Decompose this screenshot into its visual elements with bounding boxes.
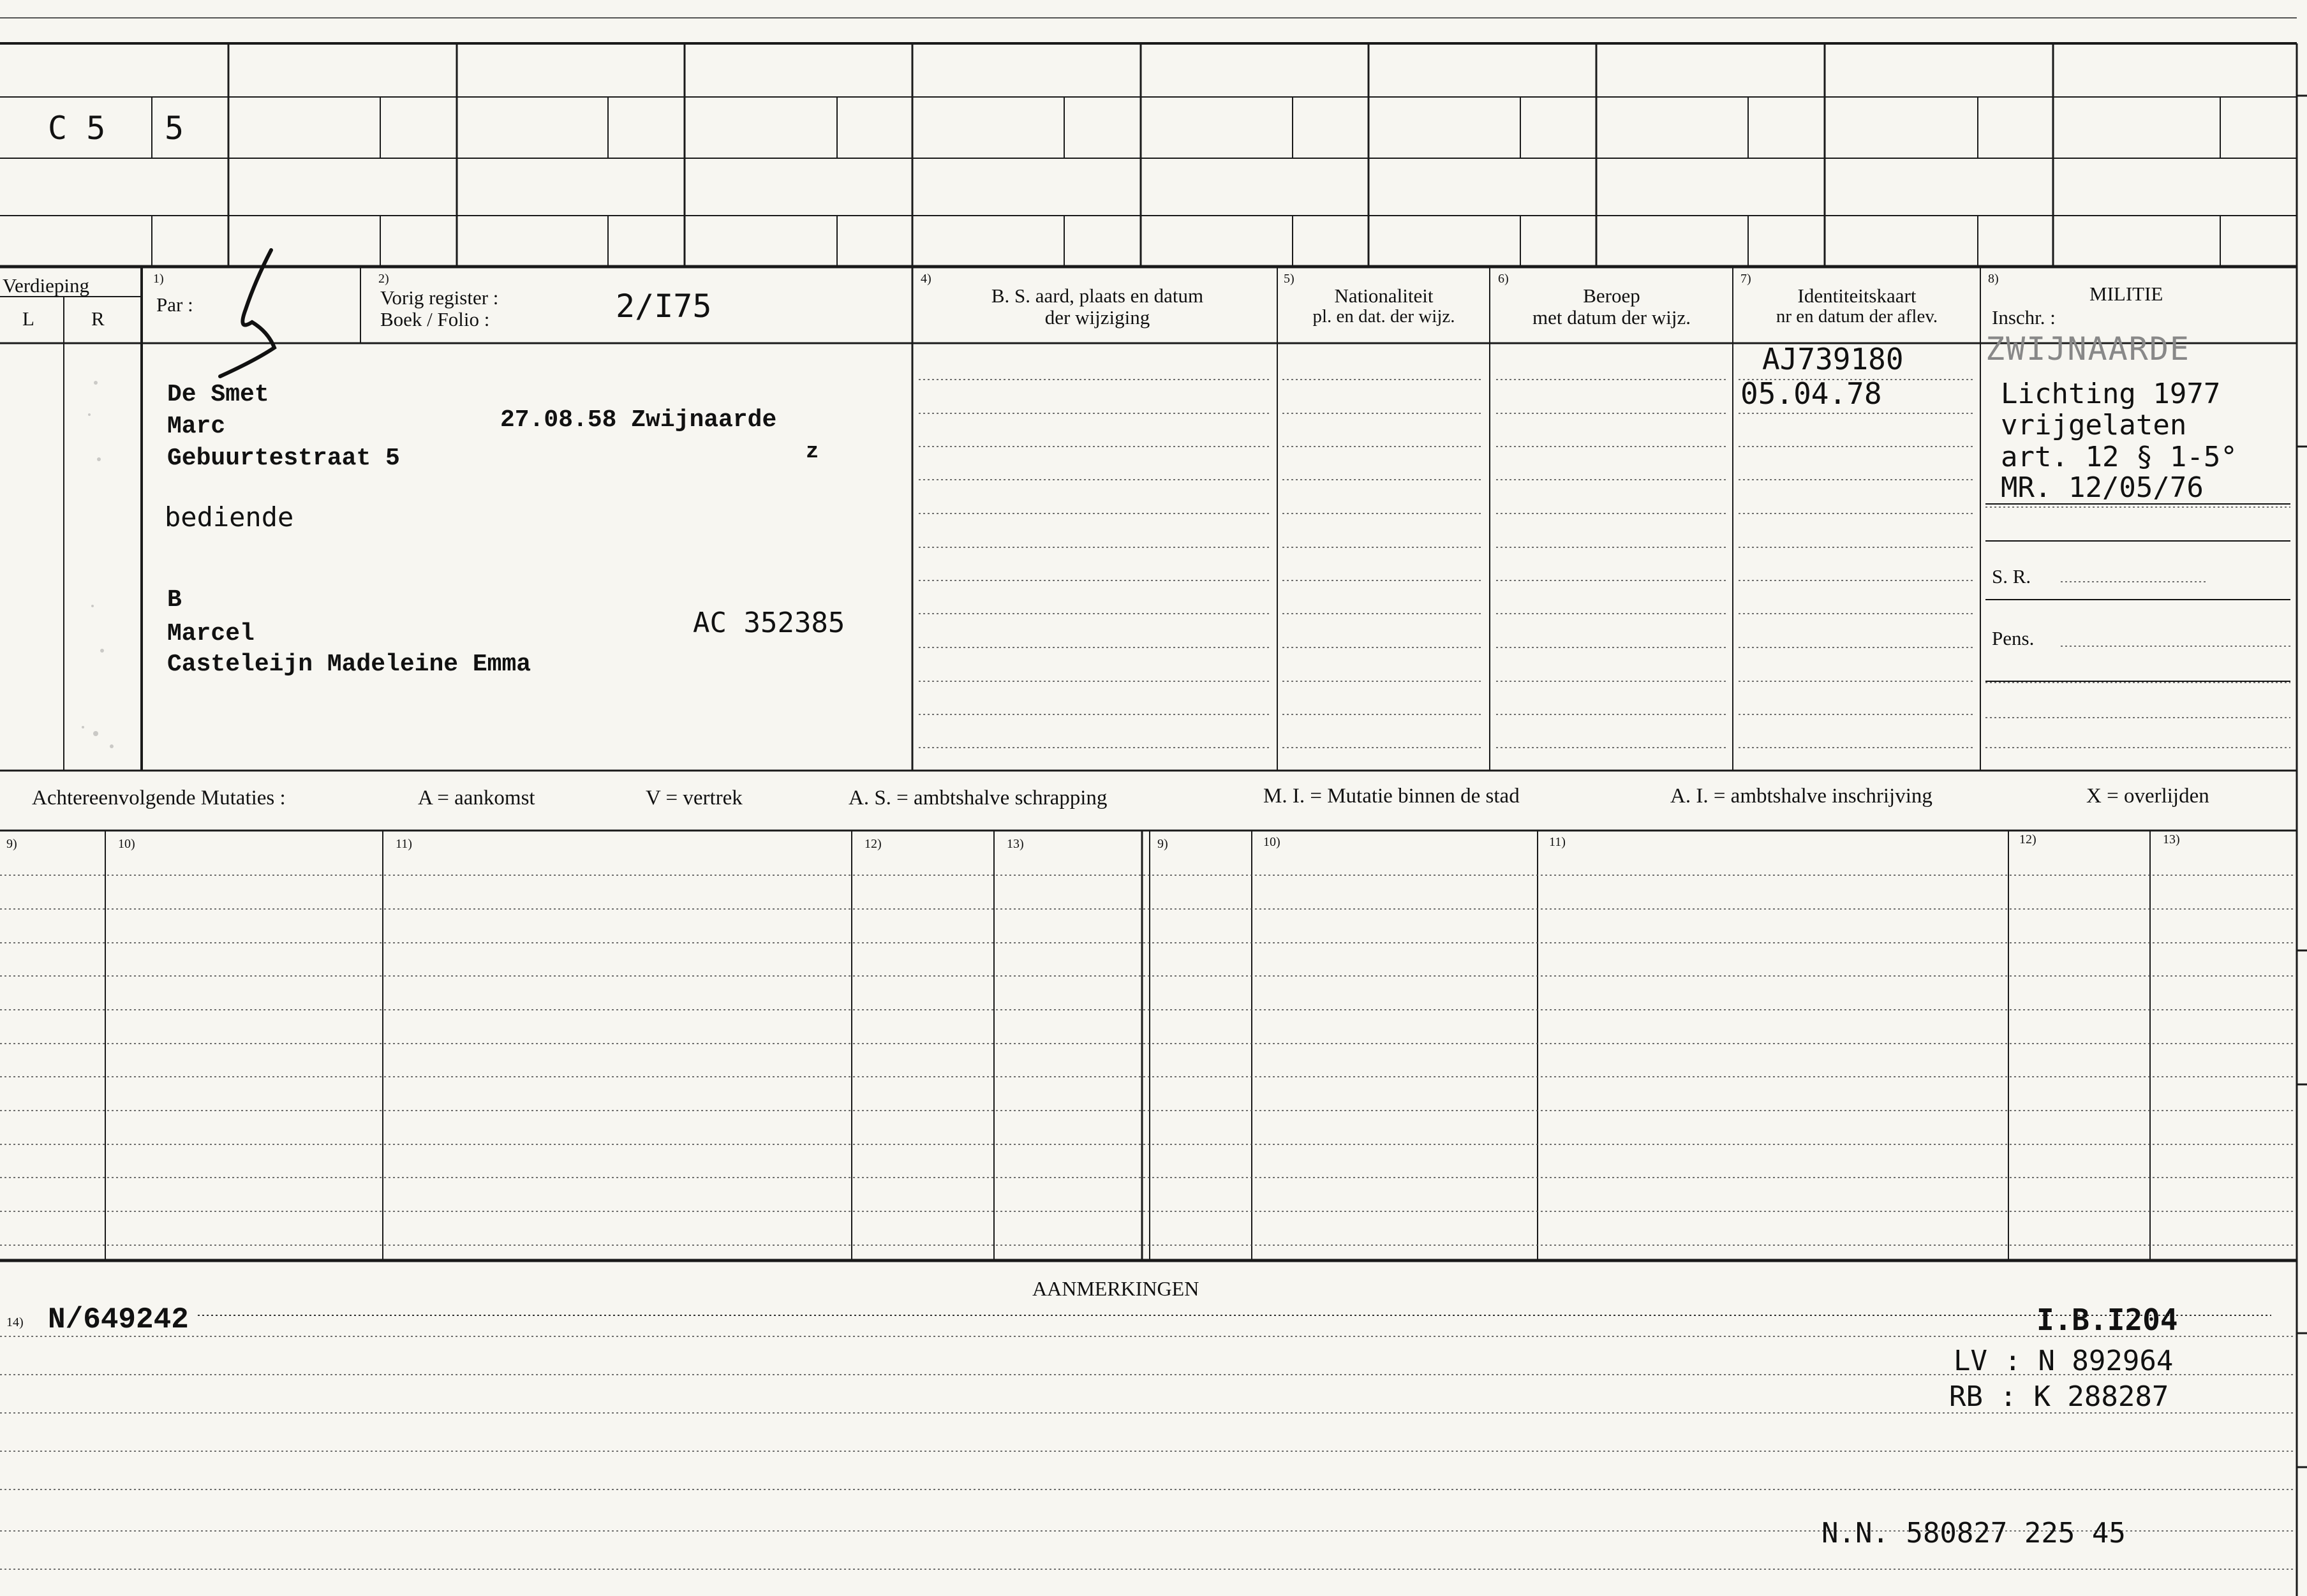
address: Gebuurtestraat 5 — [167, 445, 400, 472]
boek-folio-label: Boek / Folio : — [380, 308, 490, 330]
mut-col-11-left: 11) — [396, 837, 412, 851]
legend-a: A = aankomst — [418, 787, 535, 809]
mother-name: Casteleijn Madeleine Emma — [167, 651, 531, 678]
par-label: Par : — [156, 293, 193, 316]
remarks-rb: RB : K 288287 — [1949, 1380, 2169, 1413]
beroep-header-line2: met datum der wijz. — [1532, 306, 1691, 329]
militia-line2: vrijgelaten — [2001, 409, 2187, 441]
militia-line3: art. 12 § 1-5° — [2001, 441, 2237, 473]
birth-date-place: 27.08.58 Zwijnaarde — [500, 406, 777, 434]
vorig-register-label: Vorig register : — [380, 286, 499, 309]
handwritten-mark-icon — [220, 250, 274, 376]
occupation: bediende — [165, 501, 294, 533]
note-7: 7) — [1740, 272, 1751, 286]
mut-col-12-left: 12) — [864, 837, 882, 851]
mut-col-9-right: 9) — [1157, 837, 1168, 851]
legend-as: A. S. = ambtshalve schrapping — [849, 787, 1108, 809]
id-card-number: AJ739180 — [1762, 342, 1904, 376]
nat-header-line2: pl. en dat. der wijz. — [1312, 306, 1455, 327]
house-number: 5 — [165, 110, 184, 147]
col-l-label: L — [22, 307, 34, 330]
note-6: 6) — [1498, 272, 1509, 286]
remarks-lv: LV : N 892964 — [1954, 1345, 2174, 1377]
father-id: AC 352385 — [693, 607, 845, 639]
nat-header-line1: Nationaliteit — [1334, 284, 1434, 307]
militia-line1: Lichting 1977 — [2001, 378, 2221, 410]
mut-col-13-left: 13) — [1007, 837, 1024, 851]
mut-col-10-left: 10) — [118, 837, 135, 851]
col-r-label: R — [91, 307, 105, 330]
bs-header-line2: der wijziging — [1044, 306, 1150, 329]
surname: De Smet — [167, 381, 269, 408]
sr-label: S. R. — [1992, 565, 2031, 587]
parent-mark: B — [167, 586, 182, 614]
note-14: 14) — [6, 1315, 24, 1329]
bs-header-line1: B. S. aard, plaats en datum — [991, 284, 1204, 307]
note-2: 2) — [378, 272, 389, 286]
note-8: 8) — [1988, 272, 1999, 286]
vorig-register-value: 2/I75 — [616, 288, 712, 325]
section-code: C 5 — [48, 110, 106, 147]
legend-x: X = overlijden — [2086, 785, 2209, 808]
first-name: Marc — [167, 413, 226, 440]
legend-mi: M. I. = Mutatie binnen de stad — [1263, 785, 1520, 808]
mut-col-12-right: 12) — [2019, 832, 2036, 846]
beroep-header-line1: Beroep — [1583, 284, 1640, 307]
mut-col-9-left: 9) — [6, 837, 17, 851]
legend-ai: A. I. = ambtshalve inschrijving — [1670, 785, 1932, 808]
remarks-title: AANMERKINGEN — [1032, 1277, 1199, 1300]
father-name: Marcel — [167, 620, 255, 647]
verdieping-label: Verdieping — [3, 274, 90, 297]
id-card-date: 05.04.78 — [1740, 376, 1882, 411]
inschr-label: Inschr. : — [1992, 306, 2056, 329]
militia-stamp: ZWIJNAARDE — [1985, 333, 2191, 365]
mut-col-10-right: 10) — [1263, 835, 1280, 849]
id-header-line1: Identiteitskaart — [1797, 284, 1917, 307]
mut-col-13-right: 13) — [2163, 832, 2180, 846]
address-mark: z — [806, 440, 819, 464]
mutations-label: Achtereenvolgende Mutaties : — [32, 787, 286, 809]
militie-header: MILITIE — [2089, 283, 2163, 305]
remarks-ib: I.B.I204 — [2036, 1303, 2178, 1337]
mut-col-11-right: 11) — [1549, 835, 1566, 849]
militia-line4: MR. 12/05/76 — [2001, 471, 2204, 504]
note-1: 1) — [153, 272, 164, 286]
note-4: 4) — [921, 272, 931, 286]
note-5: 5) — [1284, 272, 1294, 286]
remarks-nn: N.N. 580827 225 45 — [1821, 1517, 2126, 1549]
id-header-line2: nr en datum der aflev. — [1776, 306, 1938, 327]
pens-label: Pens. — [1992, 627, 2035, 649]
remarks-ref: N/649242 — [48, 1303, 189, 1336]
legend-v: V = vertrek — [646, 787, 743, 809]
